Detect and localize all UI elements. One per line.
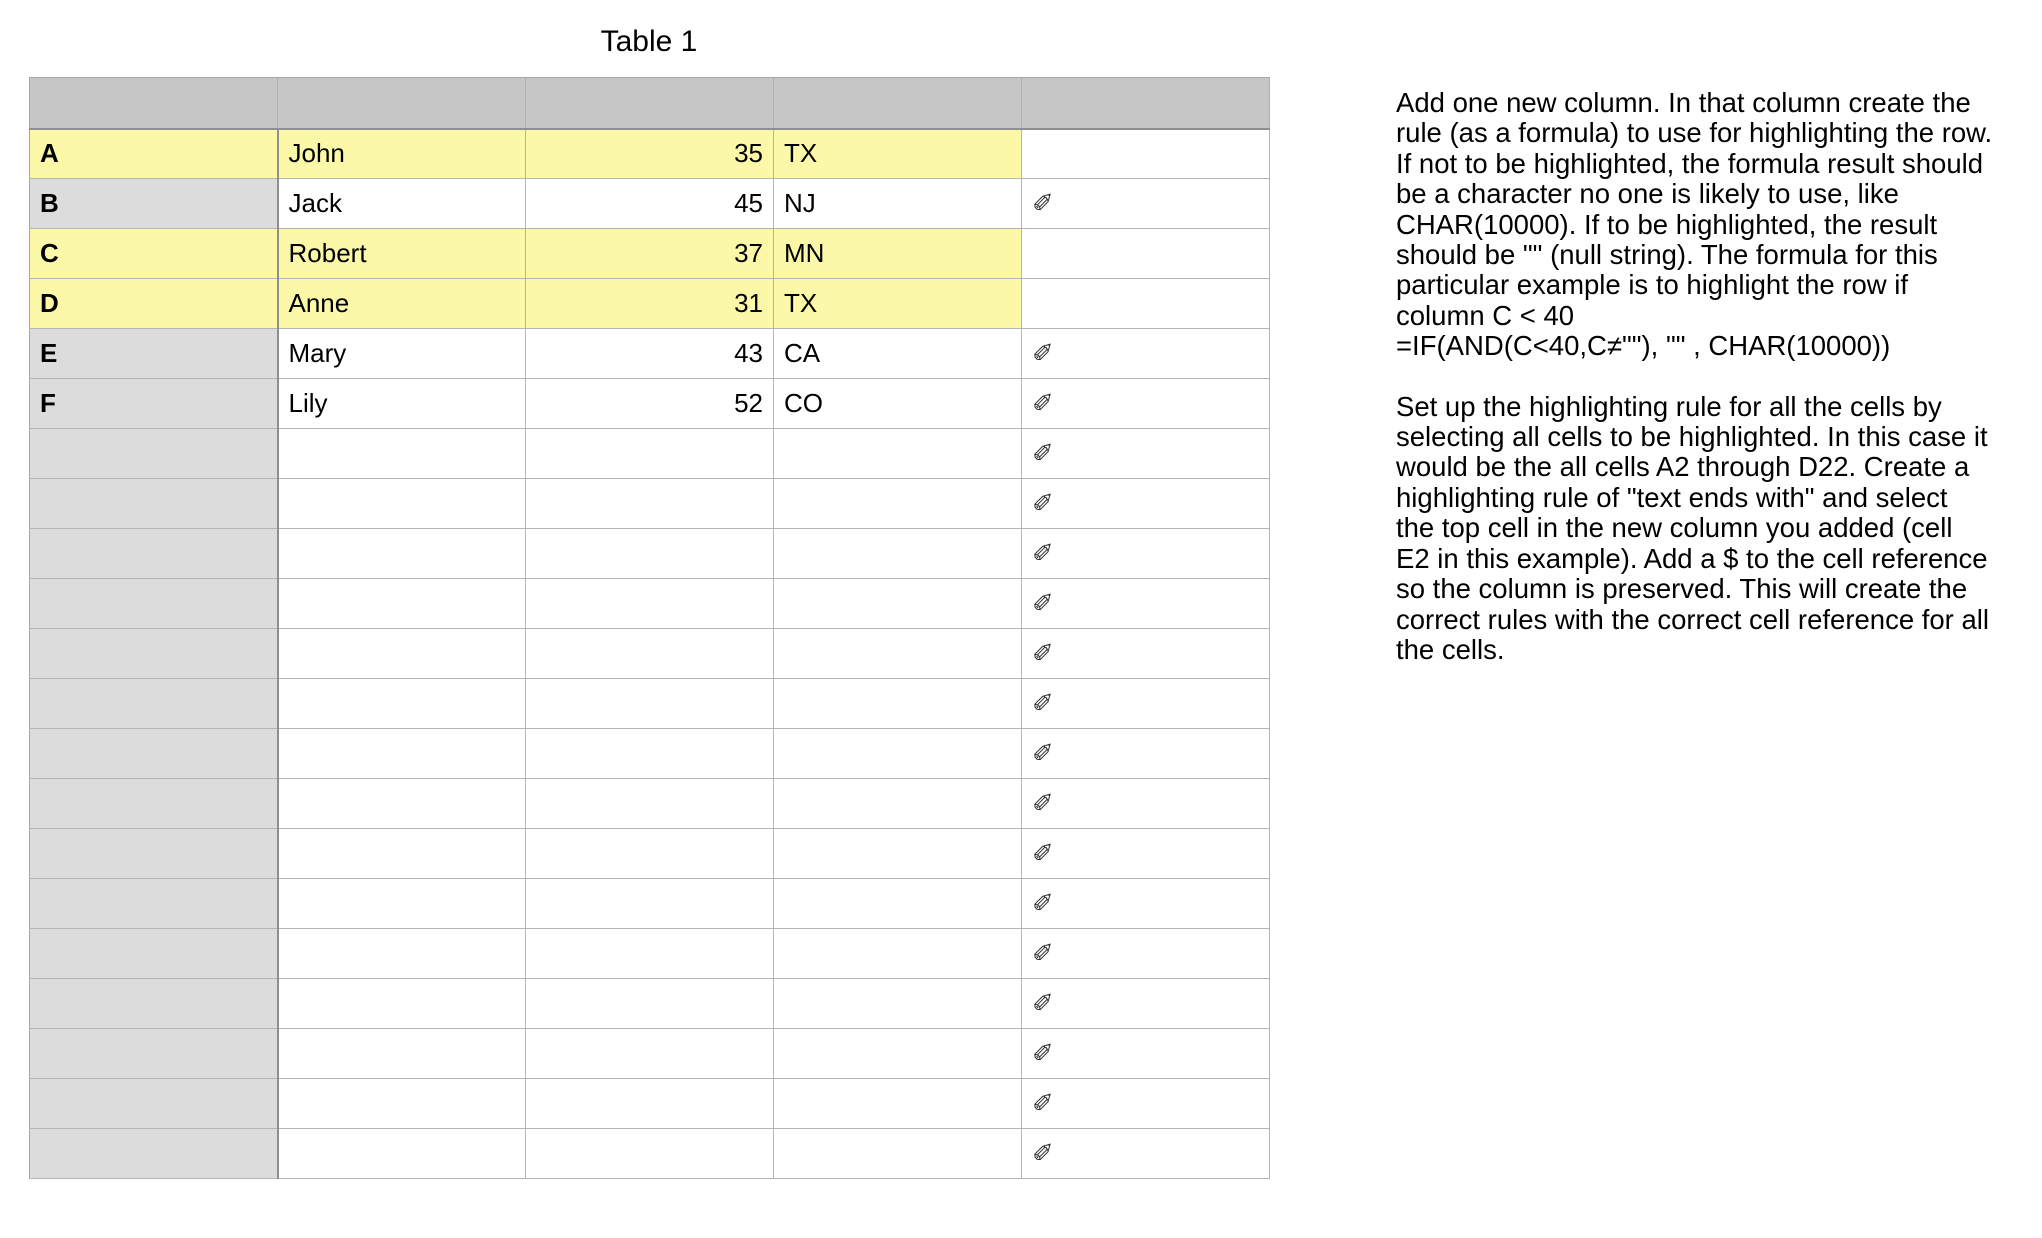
state-cell[interactable]: TX	[774, 129, 1022, 179]
row-header-cell[interactable]	[30, 629, 278, 679]
state-cell[interactable]	[774, 979, 1022, 1029]
marker-cell[interactable]: ✐	[1022, 729, 1270, 779]
marker-cell[interactable]: ✐	[1022, 529, 1270, 579]
table-row	[30, 329, 1270, 379]
state-cell[interactable]	[774, 729, 1022, 779]
marker-cell[interactable]: ✐	[1022, 629, 1270, 679]
table-row	[30, 1079, 1270, 1129]
table-title: Table 1	[600, 25, 698, 58]
name-cell[interactable]: Jack	[278, 179, 526, 229]
age-cell[interactable]	[526, 629, 774, 679]
age-cell[interactable]	[526, 579, 774, 629]
name-cell[interactable]	[278, 1129, 526, 1179]
state-cell[interactable]	[774, 679, 1022, 729]
marker-cell[interactable]: ✐	[1022, 979, 1270, 1029]
column-header-cell[interactable]	[774, 78, 1022, 129]
row-header-cell[interactable]	[30, 929, 278, 979]
name-cell[interactable]	[278, 929, 526, 979]
row-header-cell[interactable]: F	[30, 379, 278, 429]
row-header-cell[interactable]	[30, 879, 278, 929]
state-cell[interactable]: CO	[774, 379, 1022, 429]
marker-cell[interactable]: ✐	[1022, 429, 1270, 479]
row-header-cell[interactable]	[30, 779, 278, 829]
age-cell[interactable]: 45	[526, 179, 774, 229]
column-header-row	[30, 78, 1270, 129]
table-row	[30, 129, 1270, 179]
row-header-cell[interactable]	[30, 1129, 278, 1179]
state-cell[interactable]: TX	[774, 279, 1022, 329]
table-row	[30, 779, 1270, 829]
row-header-cell[interactable]	[30, 1079, 278, 1129]
table-row	[30, 479, 1270, 529]
marker-cell[interactable]	[1022, 279, 1270, 329]
marker-cell[interactable]: ✐	[1022, 379, 1270, 429]
instructions-line: =IF(AND(C<40,C≠""), "" , CHAR(10000))	[1396, 330, 1891, 362]
row-header-cell[interactable]	[30, 679, 278, 729]
state-cell[interactable]	[774, 879, 1022, 929]
table-row	[30, 379, 1270, 429]
instructions-line: If not to be highlighted, the formula result should	[1396, 147, 1984, 179]
row-header-cell[interactable]	[30, 429, 278, 479]
age-cell[interactable]: 31	[526, 279, 774, 329]
name-cell[interactable]	[278, 1029, 526, 1079]
column-header-cell[interactable]	[526, 78, 774, 129]
name-cell[interactable]	[278, 1079, 526, 1129]
row-header-cell[interactable]	[30, 979, 278, 1029]
instructions-line: selecting all cells to be highlighted. In this case it	[1396, 421, 1988, 453]
row-header-cell[interactable]: C	[30, 229, 278, 279]
name-cell[interactable]: Robert	[278, 229, 526, 279]
age-cell[interactable]: 52	[526, 379, 774, 429]
state-cell[interactable]	[774, 1029, 1022, 1079]
instructions-line: rule (as a formula) to use for highlighting the row.	[1396, 117, 1993, 149]
instructions-line: so the column is preserved. This will create the	[1396, 573, 1968, 605]
age-cell[interactable]	[526, 679, 774, 729]
instructions-line: the top cell in the new column you added (cell	[1396, 512, 1953, 544]
age-cell[interactable]	[526, 479, 774, 529]
row-header-cell[interactable]: D	[30, 279, 278, 329]
instructions-line: be a character no one is likely to use, like	[1396, 178, 1899, 210]
age-cell[interactable]	[526, 979, 774, 1029]
state-cell[interactable]	[774, 529, 1022, 579]
state-cell[interactable]	[774, 829, 1022, 879]
row-header-cell[interactable]	[30, 529, 278, 579]
table-row	[30, 829, 1270, 879]
age-cell[interactable]	[526, 1029, 774, 1079]
table-row	[30, 279, 1270, 329]
age-cell[interactable]	[526, 529, 774, 579]
marker-cell[interactable]: ✐	[1022, 579, 1270, 629]
marker-cell[interactable]: ✐	[1022, 1079, 1270, 1129]
age-cell[interactable]	[526, 429, 774, 479]
instructions-line: correct rules with the correct cell reference for all	[1396, 603, 1989, 635]
instructions-line: E2 in this example). Add a $ to the cell reference	[1396, 542, 1988, 574]
state-cell[interactable]	[774, 479, 1022, 529]
state-cell[interactable]: CA	[774, 329, 1022, 379]
age-cell[interactable]	[526, 829, 774, 879]
row-header-cell[interactable]	[30, 479, 278, 529]
name-cell[interactable]	[278, 879, 526, 929]
name-cell[interactable]	[278, 579, 526, 629]
marker-cell[interactable]: ✐	[1022, 1029, 1270, 1079]
instructions-paragraph-2	[1396, 392, 2016, 666]
instructions-line: particular example is to highlight the row if	[1396, 269, 1909, 301]
age-cell[interactable]	[526, 879, 774, 929]
name-cell[interactable]: Lily	[278, 379, 526, 429]
marker-cell[interactable]	[1022, 229, 1270, 279]
row-header-cell[interactable]	[30, 579, 278, 629]
state-cell[interactable]	[774, 579, 1022, 629]
instructions-line: Add one new column. In that column create the	[1396, 87, 1971, 118]
name-cell[interactable]: Mary	[278, 329, 526, 379]
name-cell[interactable]: John	[278, 129, 526, 179]
state-cell[interactable]	[774, 1129, 1022, 1179]
marker-cell[interactable]: ✐	[1022, 1129, 1270, 1179]
age-cell[interactable]	[526, 1079, 774, 1129]
column-header-cell[interactable]	[30, 78, 278, 129]
table-row	[30, 679, 1270, 729]
name-cell[interactable]	[278, 529, 526, 579]
table-row	[30, 929, 1270, 979]
table-row	[30, 529, 1270, 579]
name-cell[interactable]	[278, 779, 526, 829]
name-cell[interactable]	[278, 479, 526, 529]
age-cell[interactable]	[526, 1129, 774, 1179]
state-cell[interactable]	[774, 1079, 1022, 1129]
marker-cell[interactable]: ✐	[1022, 329, 1270, 379]
state-cell[interactable]	[774, 429, 1022, 479]
age-cell[interactable]: 43	[526, 329, 774, 379]
row-header-cell[interactable]: E	[30, 329, 278, 379]
instructions-paragraph-1	[1396, 88, 2016, 362]
name-cell[interactable]	[278, 629, 526, 679]
name-cell[interactable]	[278, 679, 526, 729]
state-cell[interactable]	[774, 929, 1022, 979]
row-header-cell[interactable]: A	[30, 129, 278, 179]
table-row	[30, 629, 1270, 679]
instructions-line: highlighting rule of "text ends with" and select	[1396, 481, 1948, 513]
name-cell[interactable]: Anne	[278, 279, 526, 329]
name-cell[interactable]	[278, 829, 526, 879]
spreadsheet-table	[29, 77, 1270, 1179]
marker-cell[interactable]: ✐	[1022, 929, 1270, 979]
state-cell[interactable]: NJ	[774, 179, 1022, 229]
state-cell[interactable]	[774, 779, 1022, 829]
marker-cell[interactable]: ✐	[1022, 179, 1270, 229]
row-header-cell[interactable]	[30, 729, 278, 779]
name-cell[interactable]	[278, 729, 526, 779]
table-row	[30, 429, 1270, 479]
instructions-line: column C < 40	[1396, 299, 1575, 331]
instructions-line: would be the all cells A2 through D22. Create a	[1396, 451, 1970, 483]
state-cell[interactable]: MN	[774, 229, 1022, 279]
row-header-cell[interactable]	[30, 829, 278, 879]
age-cell[interactable]	[526, 779, 774, 829]
column-header-cell[interactable]	[1022, 78, 1270, 129]
row-header-cell[interactable]	[30, 1029, 278, 1079]
age-cell[interactable]: 37	[526, 229, 774, 279]
table-row	[30, 979, 1270, 1029]
age-cell[interactable]	[526, 729, 774, 779]
marker-cell[interactable]: ✐	[1022, 829, 1270, 879]
marker-cell[interactable]: ✐	[1022, 679, 1270, 729]
age-cell[interactable]: 35	[526, 129, 774, 179]
age-cell[interactable]	[526, 929, 774, 979]
state-cell[interactable]	[774, 629, 1022, 679]
instructions-text	[1396, 88, 2016, 695]
table-row	[30, 729, 1270, 779]
marker-cell[interactable]: ✐	[1022, 879, 1270, 929]
table-row	[30, 229, 1270, 279]
marker-cell[interactable]: ✐	[1022, 779, 1270, 829]
column-header-cell[interactable]	[278, 78, 526, 129]
table-row	[30, 1129, 1270, 1179]
name-cell[interactable]	[278, 429, 526, 479]
table-row	[30, 1029, 1270, 1079]
instructions-line: the cells.	[1396, 633, 1505, 665]
instructions-line: should be "" (null string). The formula for this	[1396, 239, 1938, 271]
instructions-line: Set up the highlighting rule for all the cells by	[1396, 390, 1942, 422]
table-row	[30, 879, 1270, 929]
marker-cell[interactable]: ✐	[1022, 479, 1270, 529]
table-row	[30, 579, 1270, 629]
row-header-cell[interactable]: B	[30, 179, 278, 229]
instructions-line: CHAR(10000). If to be highlighted, the result	[1396, 208, 1938, 240]
table-row	[30, 179, 1270, 229]
name-cell[interactable]	[278, 979, 526, 1029]
marker-cell[interactable]	[1022, 129, 1270, 179]
